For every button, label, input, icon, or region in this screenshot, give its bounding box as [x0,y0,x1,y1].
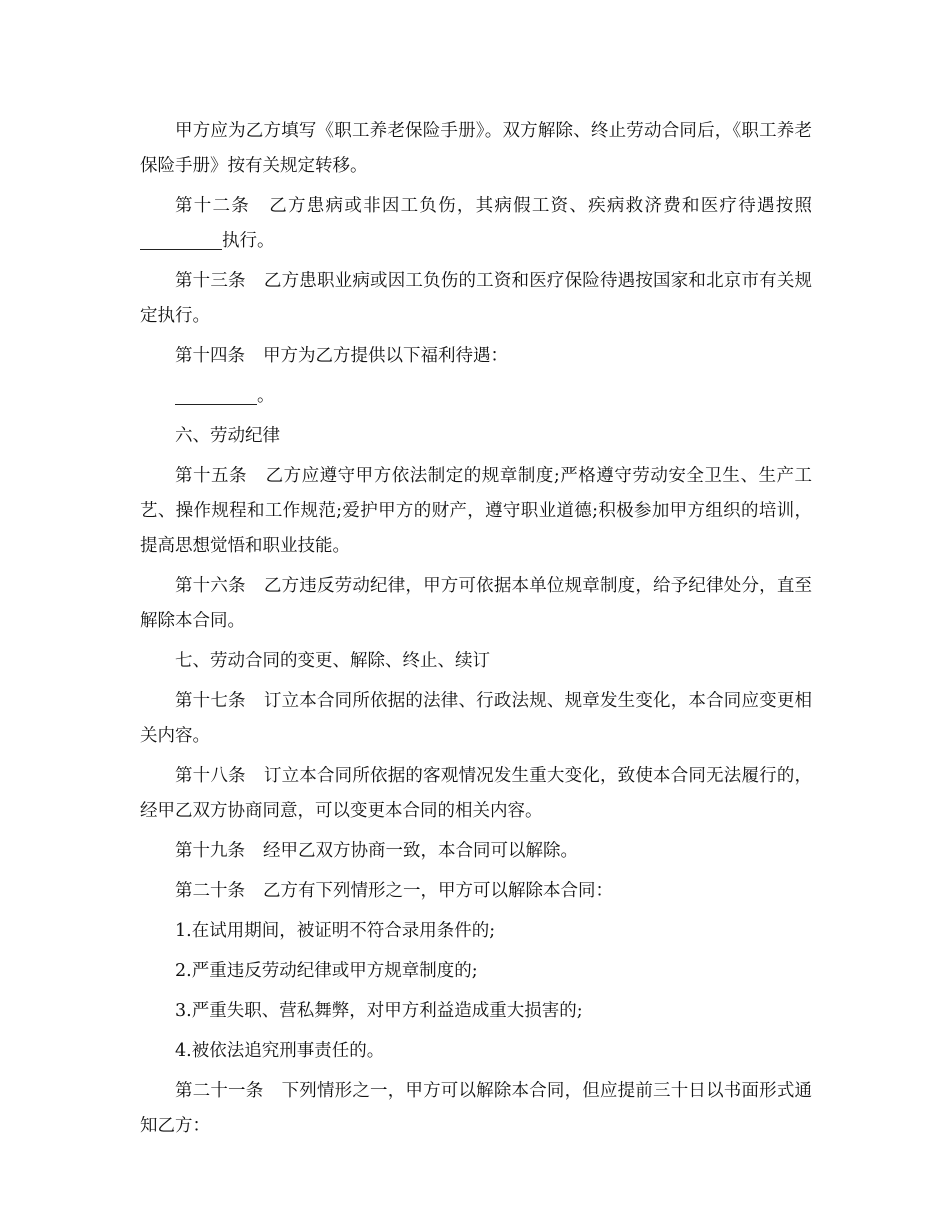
article-text: 乙方有下列情形之一，甲方可以解除本合同： [263,881,613,901]
paragraph-pension-handbook [140,114,812,184]
fill-in-blank[interactable] [175,387,257,406]
article-12 [140,189,812,259]
fill-in-blank[interactable] [140,232,222,251]
article-19 [140,834,812,869]
article-text: 甲方为乙方提供以下福利待遇： [263,346,508,366]
list-item-text: 2.严重违反劳动纪律或甲方规章制度的; [175,961,478,981]
list-item-text: 4.被依法追究刑事责任的。 [175,1041,385,1061]
list-item-text: 1.在试用期间，被证明不符合录用条件的; [175,921,496,941]
blank-tail: 。 [257,386,275,406]
article-15 [140,459,812,564]
article-text: 订立本合同所依据的法律、行政法规、规章发生变化，本合同应变更相关内容。 [140,691,813,746]
section-heading-labor-discipline [140,419,812,454]
article-number: 第十七条 [175,691,246,711]
article-text: 订立本合同所依据的客观情况发生重大变化，致使本合同无法履行的，经甲乙双方协商同意，可以变更本合同的相关内容。 [140,766,813,821]
article-number: 第十九条 [175,841,245,861]
article-20 [140,874,812,909]
article-text: 乙方违反劳动纪律，甲方可依据本单位规章制度，给予纪律处分，直至解除本合同。 [140,576,813,631]
document-body [140,114,812,1144]
article-number: 第十八条 [175,766,246,786]
article-number: 第十五条 [175,466,248,486]
section-heading: 六、劳动纪律 [175,426,280,446]
article-number: 第十二条 [175,196,251,216]
benefits-blank-line [140,379,812,414]
list-item-4 [140,1034,812,1069]
list-item-3 [140,994,812,1029]
article-text: 下列情形之一，甲方可以解除本合同，但应提前三十日以书面形式通知乙方： [140,1081,813,1136]
article-17 [140,684,812,754]
article-14 [140,339,812,374]
article-number: 第十六条 [175,576,246,596]
article-text: 乙方患病或非因工负伤，其病假工资、疾病救济费和医疗待遇按照 [268,196,812,216]
article-number: 第二十条 [175,881,245,901]
article-13 [140,264,812,334]
section-heading: 七、劳动合同的变更、解除、终止、续订 [175,651,490,671]
article-tail: 执行。 [222,231,275,251]
list-item-2 [140,954,812,989]
article-21 [140,1074,812,1144]
article-number: 第二十一条 [175,1081,264,1101]
article-text: 乙方应遵守甲方依法制定的规章制度;严格遵守劳动安全卫生、生产工艺、操作规程和工作规范;爱护甲方的财产，遵守职业道德;积极参加甲方组织的培训，提高思想觉悟和职业技能。 [140,466,812,556]
article-number: 第十四条 [175,346,245,366]
article-number: 第十三条 [175,271,246,291]
section-heading-contract-changes [140,644,812,679]
list-item-1 [140,914,812,949]
list-item-text: 3.严重失职、营私舞弊，对甲方利益造成重大损害的; [175,1001,583,1021]
article-16 [140,569,812,639]
paragraph-text: 甲方应为乙方填写《职工养老保险手册》。双方解除、终止劳动合同后，《职工养老保险手册》按有关规定转移。 [140,121,812,176]
article-text: 经甲乙双方协商一致，本合同可以解除。 [263,841,578,861]
article-18 [140,759,812,829]
article-text: 乙方患职业病或因工负伤的工资和医疗保险待遇按国家和北京市有关规定执行。 [140,271,813,326]
